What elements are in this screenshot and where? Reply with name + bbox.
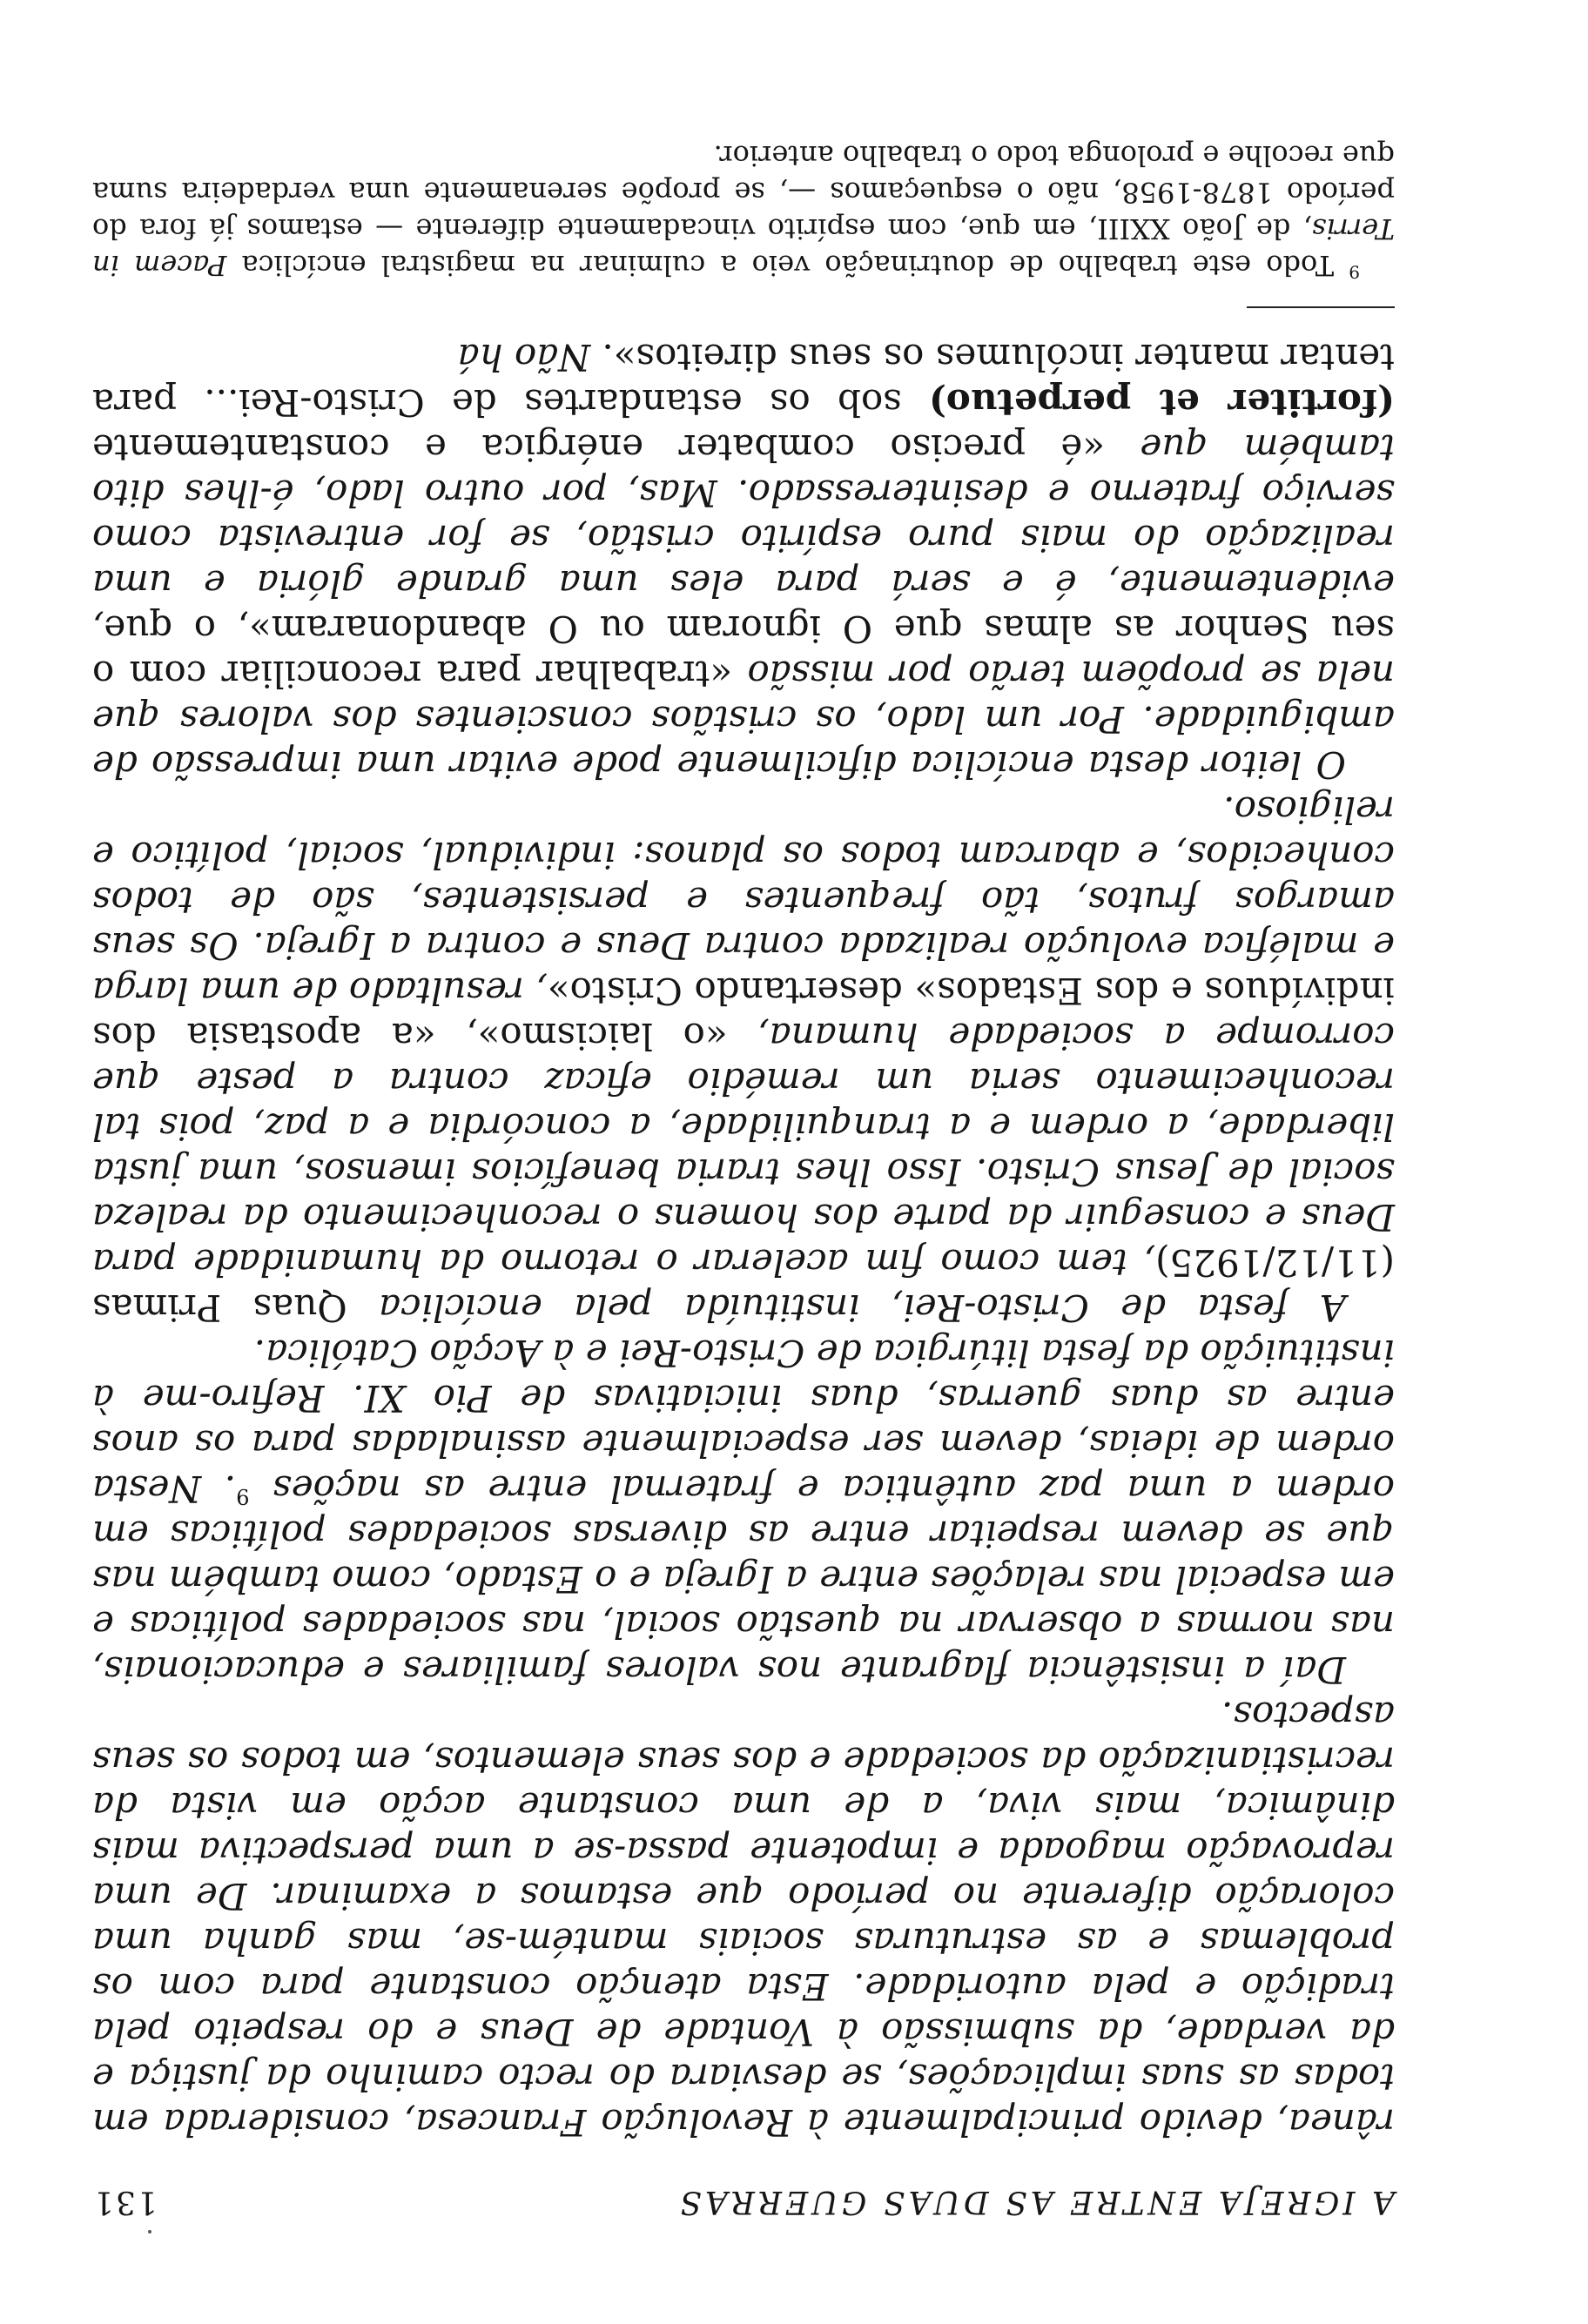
text-run: , resultado de uma larga e maléfica evolução realizada contra Deus e contra a Igreja. Os seus amargos frutos, tão frequentes e persistentes, são de todos conhecidos, e abarcam todos os planos: individual, social, político e religioso.	[92, 789, 1395, 1012]
running-head-title: A IGREJA ENTRE AS DUAS GUERRAS	[676, 2184, 1395, 2220]
latin-phrase: (fortiter et perpetuo)	[929, 381, 1395, 424]
running-header	[92, 2181, 1395, 2220]
quotation: «é preciso combater enérgica e constantemente	[92, 427, 1105, 469]
quotation: «trabalhar para reconciliar com o seu Senhor as almas que O ignoram ou O abandonaram», o que	[92, 608, 1395, 695]
text-run: O leitor desta encíclica dificilmente pode evitar uma impressão de ambiguidade. Por um lado, os cristãos conscientes dos valores que nela se propõem terão por missão	[92, 653, 1395, 786]
ink-speck	[148, 2230, 151, 2233]
footnote	[92, 138, 1395, 284]
paragraph-cristo-rei	[92, 787, 1395, 1330]
text-run: , tem como fim acelerar o retorno da humanidade para Deus e conseguir da parte dos homens o reconhecimento da realeza social de Jesus Cristo. Isso lhes traria benefícios imensos, uma justa liberdade, a ordem e a tranquilidade, a concórdia e a paz, pois tal reconhecimento seria um remédio eficaz contra a peste que corrompe a sociedade humana,	[92, 1015, 1395, 1284]
text-run: . Nesta ordem de ideias, devem ser especialmente assinaladas para os anos entre as duas guerras, duas iniciativas de Pio XI. Refiro-me à instituição da festa litúrgica de Cristo-Rei e à Acção Católica.	[92, 1332, 1395, 1510]
encyclical-reference: Quas Primas (11/12/1925)	[92, 1241, 1395, 1329]
encyclical-title: Pacem in Terris	[91, 212, 1395, 282]
page-number: 131	[92, 2184, 158, 2220]
text-run: A festa de Cristo-Rei, instituída pela encíclica	[347, 1286, 1346, 1329]
text-run: , de João XXIII, em que, com espírito vincadamente diferente — estamos já fora do período 1878-1958, não o esqueçamos —, se propõe serenamente uma verdadeira suma que recolhe e prolonga todo o trabalho anterior.	[92, 139, 1395, 245]
quotation: sob os estandartes de Cristo-Rei... para tentar manter incólumes os seus direitos».	[91, 336, 1395, 424]
paragraph-continued	[92, 1692, 1395, 2145]
text-run: Não há	[457, 336, 591, 379]
body-text	[92, 138, 1395, 2145]
quotation: «o laicismo», «a apostasia dos indivíduos e dos Estados» desertando Cristo»	[92, 970, 1395, 1058]
footnote-separator	[1247, 306, 1395, 308]
text-run: Todo este trabalho de doutrinação veio a culminar na magistral encíclica	[226, 249, 1335, 282]
paragraph-family-values	[92, 1330, 1395, 1692]
text-run: Daí a insistência flagrante nos valores familiares e educacionais, nas normas a observar na questão social, nas sociedades políticas e em especial nas relações entre a Igreja e o Estado, como também nas que se devem respeitar entre as diversas sociedades políticas em ordem a uma paz autêntica e fraternal entre as nações	[92, 1468, 1395, 1691]
text-run: rânea, devido principalmente à Revolução Francesa, considerada em todas as suas implicações, se desviara do recto caminho da justiça e da verdade, da submissão à Vontade de Deus e do respeito pela tradição e pela autoridade. Esta atenção constante para com os problemas e as estruturas sociais mantém-se, mas ganha uma coloração diferente no período que estamos a examinar. De uma reprovação magoada e impotente passa-se a uma perspectiva mais dinâmica, mais viva, a de uma constante acção em vista da recristianização da sociedade e dos seus elementos, em todos os seus aspectos.	[92, 1694, 1395, 2144]
footnote-marker: 9	[1349, 261, 1360, 283]
paragraph-ambiguity	[92, 334, 1395, 787]
footnote-reference: 9	[236, 1484, 250, 1508]
text-run: , evidentemente, é e será para eles uma grande glória e uma realização do mais puro espírito cristão, se for entrevista como serviço fraterno e desinteressado. Mas, por outro lado, é-lhes dito também que	[92, 427, 1395, 650]
